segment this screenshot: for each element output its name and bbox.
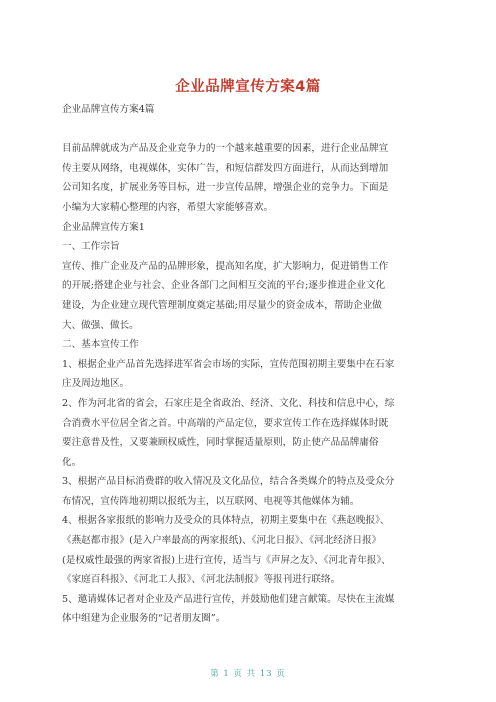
paragraph-line: 化。 [62,456,82,468]
intro-line: 公司知名度，扩展业务等目标，进一步宣传品牌，增强企业的竞争力。下面是 [62,182,389,194]
paragraph-line: 大、做强、做长。 [62,319,139,331]
paragraph-line: 宣传、推广企业及产品的品牌形象，提高知名度，扩大影响力，促进销售工作 [62,260,389,272]
paragraph-line: 《家庭百科报》、《河北工人报》、《河北法制报》等报刊进行联络。 [62,574,341,586]
document-title: 企业品牌宣传方案4篇 [175,79,321,95]
paragraph-line: 布情况，宣传阵地初期以报纸为主，以互联网、电视等其他媒体为辅。 [62,495,360,507]
paragraph-line: 体中组建为企业服务的“记者朋友圈”。 [62,613,226,625]
paragraph-line: 3、根据产品目标消费群的收入情况及文化品位，结合各类媒介的特点及受众分 [62,476,395,488]
plan-heading: 企业品牌宣传方案1 [62,221,145,233]
intro-line: 小编为大家精心整理的内容，希望大家能够喜欢。 [62,201,274,213]
paragraph-line: 《燕赵都市报》(是入户率最高的两家报纸)、《河北日报》、《河北经济日报》 [62,535,382,547]
paragraph-line: (是权威性最强的两家省报)上进行宣传，适当与《声屏之友》、《河北青年报》、 [62,554,391,566]
paragraph-line: 2、作为河北省的省会，石家庄是全省政治、经济、文化、科技和信息中心，综 [62,397,395,409]
intro-line: 传主要从网络，电视媒体，实体广告，和短信群发四方面进行，从而达到增加 [62,162,389,174]
paragraph-line: 的开展;搭建企业与社会、企业各部门之间相互交流的平台;逐步推进企业文化 [62,280,386,292]
document-body [62,100,434,629]
paragraph-line: 合消费水平位居全省之首。中高端的产品定位，要求宣传工作在选择媒体时既 [62,417,389,429]
section-heading: 一、工作宗旨 [62,241,120,253]
paragraph-line: 庄及周边地区。 [62,378,130,390]
page-number-footer: 第 1 页 共 13 页 [210,669,286,679]
paragraph-line: 建设，为企业建立现代管理制度奠定基础;用尽量少的资金成本，帮助企业做 [62,299,382,311]
blank-line [62,120,434,140]
paragraph-line: 要注意普及性，又要兼顾权威性，同时掌握适量原则，防止使产品品牌庸俗 [62,437,379,449]
intro-line: 目前品牌就成为产品及企业竞争力的一个越来越重要的因素，进行企业品牌宣 [62,143,389,155]
section-heading: 二、基本宣传工作 [62,339,139,351]
paragraph-line: 1、根据企业产品首先选择进军省会市场的实际，宣传范围初期主要集中在石家 [62,358,395,370]
paragraph-line: 5、邀请媒体记者对企业及产品进行宣传，并鼓励他们建言献策。尽快在主流媒 [62,593,395,605]
paragraph-line: 4、根据各家报纸的影响力及受众的具体特点，初期主要集中在《燕赵晚报》、 [62,515,390,527]
document-subtitle: 企业品牌宣传方案4篇 [62,104,155,115]
